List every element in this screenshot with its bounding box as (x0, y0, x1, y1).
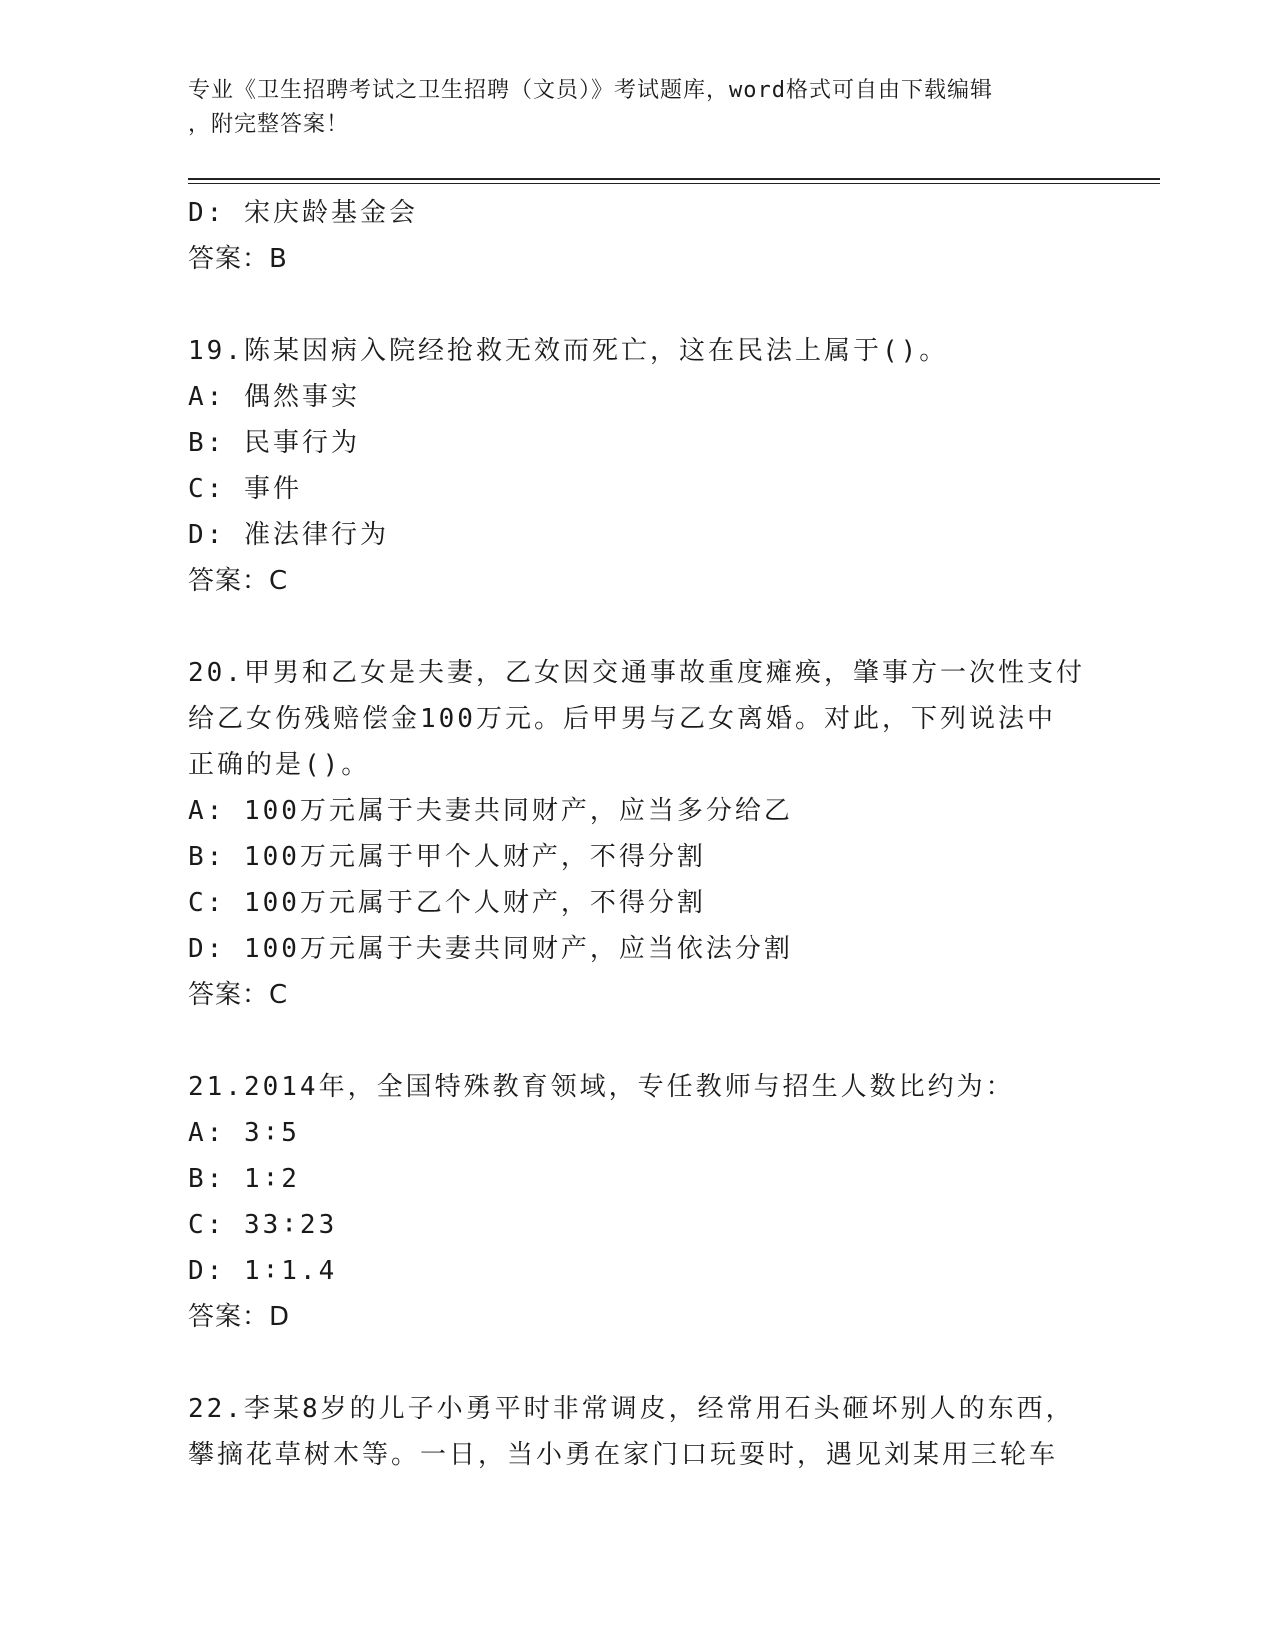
answer: 答案：C (188, 980, 289, 1010)
answer: 答案：C (188, 566, 289, 596)
question-text-line-2: 给乙女伤残赔偿金100万元。后甲男与乙女离婚。对此，下列说法中 (188, 704, 1056, 734)
option-d: D: 1∶1.4 (188, 1256, 338, 1286)
question-text-line-2: 攀摘花草树木等。一日，当小勇在家门口玩耍时，遇见刘某用三轮车 (188, 1440, 1059, 1470)
option-a: A: 100万元属于夫妻共同财产，应当多分给乙 (188, 796, 793, 826)
prev-answer: 答案：B (188, 244, 288, 274)
spacer (188, 1340, 1088, 1386)
question-text-line-1: 22.李某8岁的儿子小勇平时非常调皮，经常用石头砸坏别人的东西， (188, 1394, 1075, 1424)
spacer (188, 1018, 1088, 1064)
answer: 答案：D (188, 1302, 291, 1332)
question-text-line-3: 正确的是()。 (188, 750, 371, 780)
header-line-2: ，附完整答案！ (188, 112, 350, 137)
document-header (188, 74, 1068, 142)
question-20 (188, 650, 1088, 1018)
header-line-1: 专业《卫生招聘考试之卫生招聘（文员）》考试题库，word格式可自由下载编辑 (188, 78, 993, 103)
option-b: B: 100万元属于甲个人财产，不得分割 (188, 842, 706, 872)
prev-option-d: D: 宋庆龄基金会 (188, 198, 418, 228)
option-d: D: 100万元属于夫妻共同财产，应当依法分割 (188, 934, 793, 964)
question-text: 19.陈某因病入院经抢救无效而死亡，这在民法上属于()。 (188, 336, 949, 366)
option-c: C: 33∶23 (188, 1210, 338, 1240)
option-c: C: 100万元属于乙个人财产，不得分割 (188, 888, 706, 918)
option-b: B: 民事行为 (188, 428, 360, 458)
option-a: A: 偶然事实 (188, 382, 360, 412)
question-19 (188, 328, 1088, 604)
spacer (188, 604, 1088, 650)
header-divider-thin (188, 183, 1160, 184)
question-22 (188, 1386, 1088, 1478)
question-21 (188, 1064, 1088, 1340)
question-text: 21.2014年，全国特殊教育领域，专任教师与招生人数比约为： (188, 1072, 1015, 1102)
header-divider-thick (188, 178, 1160, 180)
spacer (188, 282, 1088, 328)
question-text-line-1: 20.甲男和乙女是夫妻，乙女因交通事故重度瘫痪，肇事方一次性支付 (188, 658, 1085, 688)
option-b: B: 1∶2 (188, 1164, 300, 1194)
option-d: D: 准法律行为 (188, 520, 389, 550)
document-body (188, 190, 1088, 1478)
option-a: A: 3∶5 (188, 1118, 300, 1148)
option-c: C: 事件 (188, 474, 302, 504)
